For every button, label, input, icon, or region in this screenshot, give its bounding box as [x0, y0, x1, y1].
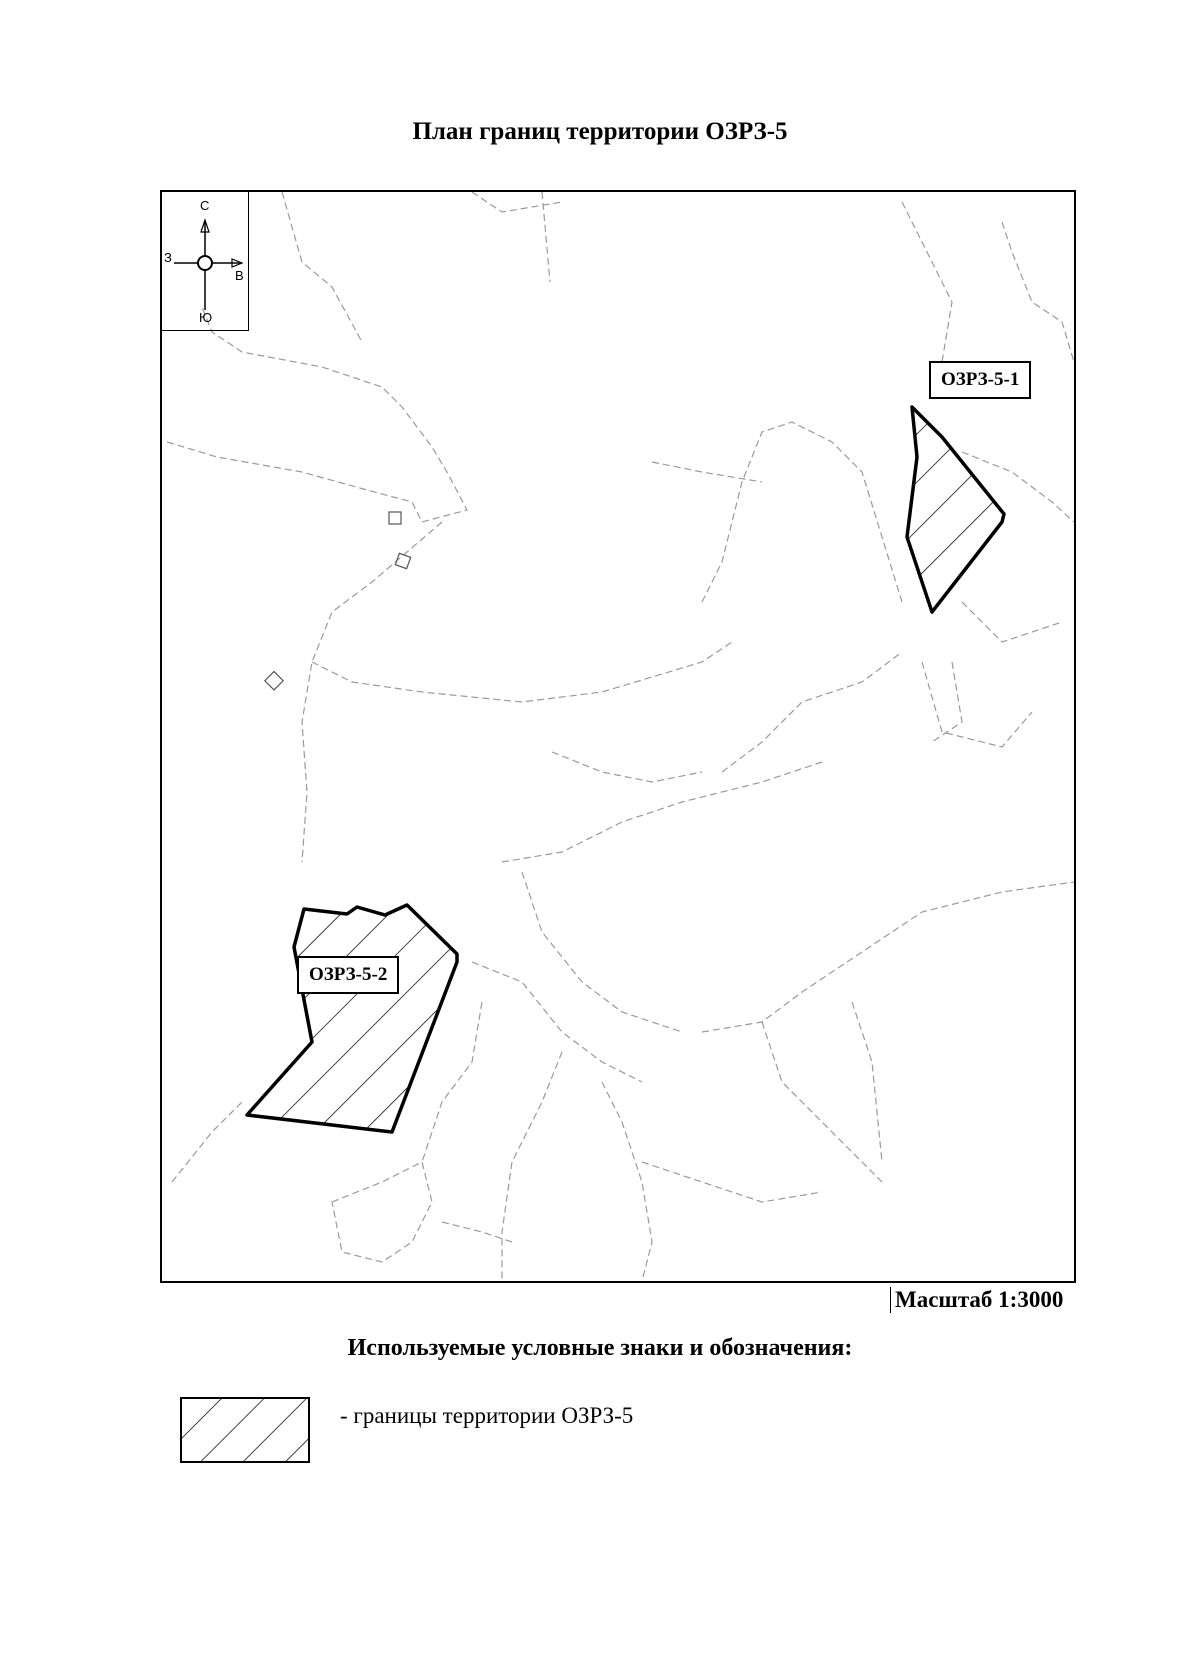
page-title: План границ территории ОЗРЗ-5	[412, 118, 788, 145]
compass-north-label: С	[200, 198, 210, 213]
point-markers	[265, 512, 411, 690]
map-canvas	[162, 192, 1074, 1281]
legend-hatch-swatch	[180, 1397, 310, 1463]
compass	[162, 192, 249, 331]
legend-heading: Используемые условные знаки и обозначения:	[347, 1335, 853, 1361]
compass-east-label: В	[235, 268, 244, 283]
compass-south-label: Ю	[199, 310, 213, 325]
compass-west-label: З	[164, 250, 172, 265]
zone-label-ozrz-5-1: ОЗРЗ-5-1	[929, 361, 1031, 399]
zone-ozrz-5-1[interactable]	[907, 407, 1004, 612]
map-scale: Масштаб 1:3000	[890, 1287, 1063, 1313]
zone-ozrz-5-2[interactable]	[247, 905, 457, 1132]
zone-label-ozrz-5-2: ОЗРЗ-5-2	[297, 956, 399, 994]
legend-item-label: - границы территории ОЗРЗ-5	[340, 1403, 634, 1428]
map-frame	[160, 190, 1076, 1283]
